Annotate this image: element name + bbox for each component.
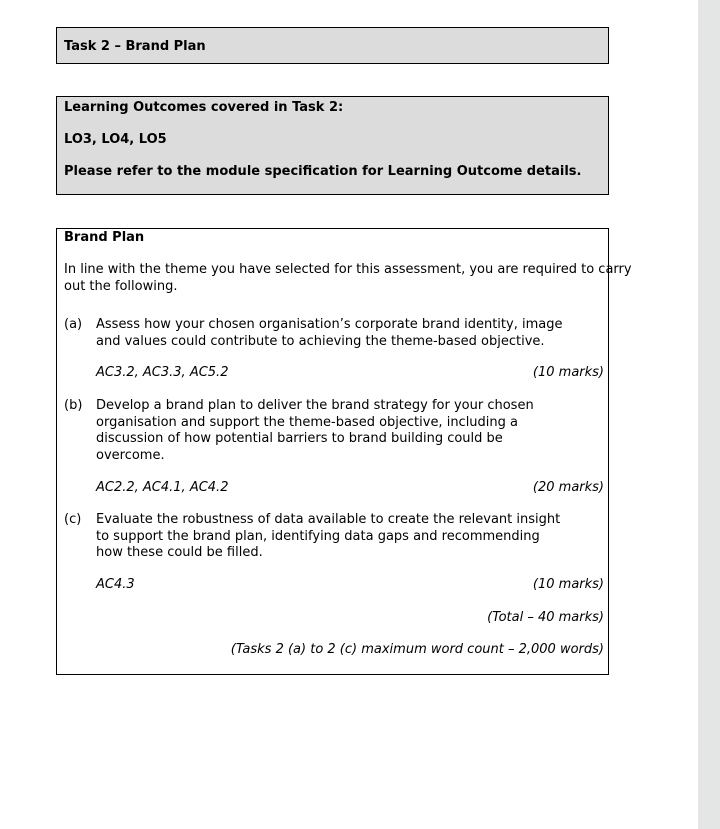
learning-outcomes-box — [56, 96, 609, 195]
word-count-limit: (Tasks 2 (a) to 2 (c) maximum word count – 2,000 words) — [230, 642, 604, 657]
task-header-box — [56, 27, 609, 64]
item-b-text-line: Develop a brand plan to deliver the brand strategy for your chosen — [96, 398, 534, 413]
item-c-marks: (10 marks) — [532, 577, 604, 592]
item-a-text-line: and values could contribute to achieving the theme-based objective. — [96, 333, 545, 349]
item-b-text-line: discussion of how potential barriers to brand building could be — [96, 431, 503, 446]
item-a-criteria: AC3.2, AC3.3, AC5.2 — [96, 365, 229, 380]
learning-outcomes-heading: Learning Outcomes covered in Task 2: — [64, 100, 344, 115]
task-title: Task 2 – Brand Plan — [64, 39, 206, 54]
item-c-text-line: Evaluate the robustness of data available to create the relevant insight — [96, 512, 561, 527]
item-b-text-line: organisation and support the theme-based objective, including a — [96, 414, 519, 430]
item-b-criteria: AC2.2, AC4.1, AC4.2 — [96, 480, 229, 495]
item-c-text-line: how these could be filled. — [96, 545, 263, 560]
brand-plan-box — [56, 228, 632, 675]
item-b-label: (b) — [64, 398, 83, 413]
item-c-text-line: to support the brand plan, identifying data gaps and recommending — [96, 528, 540, 544]
item-b-marks: (20 marks) — [532, 480, 604, 495]
item-b-text-line: overcome. — [96, 447, 165, 463]
item-a-label: (a) — [64, 317, 83, 332]
intro-line: out the following. — [64, 278, 178, 294]
intro-line: In line with the theme you have selected for this assessment, you are required to carry — [64, 262, 632, 277]
total-marks: (Total – 40 marks) — [487, 610, 604, 625]
item-c-criteria: AC4.3 — [96, 577, 135, 592]
brand-plan-heading: Brand Plan — [64, 230, 145, 245]
learning-outcomes-note: Please refer to the module specification for Learning Outcome details. — [64, 164, 582, 179]
item-a-marks: (10 marks) — [532, 365, 604, 380]
item-a-text-line: Assess how your chosen organisation’s corporate brand identity, image — [96, 317, 563, 332]
right-margin-strip — [698, 0, 720, 829]
learning-outcomes-codes: LO3, LO4, LO5 — [64, 132, 167, 147]
item-c-label: (c) — [64, 512, 82, 527]
